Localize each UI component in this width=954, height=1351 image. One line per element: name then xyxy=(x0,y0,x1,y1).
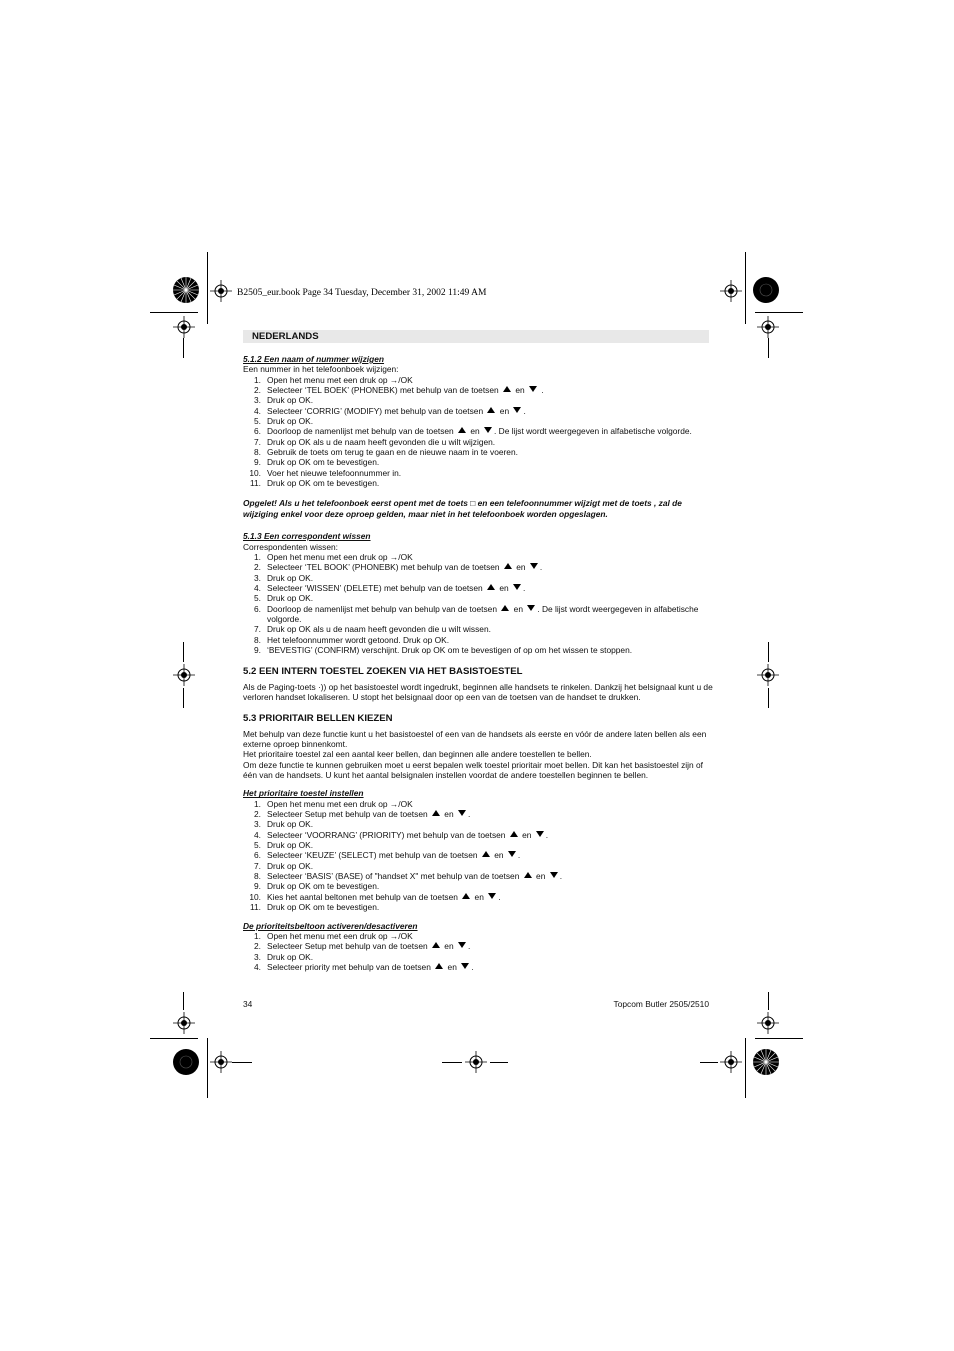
step-text: Kies het aantal beltonen met behulp van de toetsen en . xyxy=(267,891,501,902)
step-number: 2. xyxy=(254,941,261,952)
step-text: Druk op OK. xyxy=(267,819,314,830)
crop-line xyxy=(745,252,746,324)
step-text: Selecteer ‘VOORRANG’ (PRIORITY) met behulp van de toetsen en . xyxy=(267,829,549,840)
list-item xyxy=(243,562,713,572)
registration-mark-icon xyxy=(757,316,779,338)
step-text: Druk op OK om te bevestigen. xyxy=(267,478,380,489)
step-number: 7. xyxy=(254,436,261,447)
language-label: NEDERLANDS xyxy=(252,331,319,342)
priority-setup-title: Het prioritaire toestel instellen xyxy=(243,788,364,799)
step-number: 3. xyxy=(254,572,261,583)
registration-mark-icon xyxy=(173,664,195,686)
step-number: 8. xyxy=(254,447,261,458)
list-item xyxy=(243,941,713,951)
list-item xyxy=(243,645,713,655)
section-5-1-2-title: 5.1.2 Een naam of nummer wijzigen xyxy=(243,354,385,364)
registration-mark-icon xyxy=(720,280,742,302)
sunburst-mark-icon xyxy=(172,1048,200,1076)
arrow-down-icon xyxy=(488,893,496,899)
list-item xyxy=(243,395,713,405)
arrow-up-icon xyxy=(487,407,495,413)
arrow-down-icon xyxy=(529,386,537,392)
registration-mark-icon xyxy=(757,1012,779,1034)
step-number: 1. xyxy=(254,374,261,385)
list-item xyxy=(243,931,713,941)
step-number: 3. xyxy=(254,395,261,406)
registration-mark-icon xyxy=(210,1051,232,1073)
step-number: 1. xyxy=(254,551,261,562)
sunburst-mark-icon xyxy=(752,1048,780,1076)
step-text: Druk op OK als u de naam heeft gevonden die u wilt wijzigen. xyxy=(267,436,496,447)
arrow-down-icon xyxy=(550,872,558,878)
crop-line xyxy=(768,688,769,708)
step-text: Open het menu met een druk op →/OK xyxy=(267,374,413,385)
section-5-3-paragraph: Het prioritaire toestel zal een aantal keer bellen, dan beginnen alle andere toestellen te bellen. xyxy=(243,749,592,760)
list-item xyxy=(243,881,713,891)
list-item xyxy=(243,952,713,962)
step-number: 8. xyxy=(254,634,261,645)
arrow-up-icon xyxy=(503,386,511,392)
list-item xyxy=(243,902,713,912)
list-item xyxy=(243,861,713,871)
section-5-3-paragraph: Om deze functie te kunnen gebruiken moet u eerst bepalen welk toestel prioritair moet bellen. Dit kan het basistoestel zijn of één van de handsets. U kunt het aantal belsignalen instellen voordat de andere toestellen beginnen te bellen. xyxy=(243,759,703,781)
step-number: 11. xyxy=(249,478,261,489)
arrow-down-icon xyxy=(461,963,469,969)
arrow-up-icon xyxy=(504,563,512,569)
sunburst-mark-icon xyxy=(172,276,200,304)
arrow-down-icon xyxy=(513,584,521,590)
step-number: 10. xyxy=(249,467,261,478)
step-text: ‘BEVESTIG’ (CONFIRM) verschijnt. Druk op OK om te bevestigen of op om het wissen te stoppen. xyxy=(267,644,633,655)
step-number: 7. xyxy=(254,624,261,635)
step-text: Selecteer Setup met behulp van de toetsen en . xyxy=(267,941,471,952)
registration-mark-icon xyxy=(173,316,195,338)
list-item xyxy=(243,871,713,881)
step-text: Voer het nieuwe telefoonnummer in. xyxy=(267,467,402,478)
step-text: Selecteer priority met behulp van de toetsen en . xyxy=(267,961,474,972)
crop-line xyxy=(183,992,184,1010)
list-item xyxy=(243,624,713,634)
crop-line xyxy=(490,1062,508,1063)
crop-line xyxy=(745,1038,746,1098)
list-item xyxy=(243,799,713,809)
list-item xyxy=(243,850,713,860)
arrow-down-icon xyxy=(530,563,538,569)
list-item xyxy=(243,552,713,562)
arrow-up-icon xyxy=(482,851,490,857)
list-item xyxy=(243,892,713,902)
list-item xyxy=(243,406,713,416)
list-item xyxy=(243,635,713,645)
step-number: 3. xyxy=(254,819,261,830)
step-number: 9. xyxy=(254,457,261,468)
registration-mark-icon xyxy=(465,1051,487,1073)
priority-ringtone-title: De prioriteitsbeltoon activeren/desactiveren xyxy=(243,920,418,931)
priority-setup-steps xyxy=(243,799,713,913)
arrow-down-icon xyxy=(458,942,466,948)
arrow-down-icon xyxy=(508,851,516,857)
arrow-up-icon xyxy=(501,605,509,611)
step-text: Selecteer ‘TEL BOOK’ (PHONEBK) met behulp van de toetsen en . xyxy=(267,562,543,573)
crop-line xyxy=(755,1038,803,1039)
arrow-up-icon xyxy=(524,872,532,878)
step-number: 5. xyxy=(254,416,261,427)
arrow-up-icon xyxy=(432,942,440,948)
step-text: Open het menu met een druk op →/OK xyxy=(267,551,413,562)
section-5-1-3-title: 5.1.3 Een correspondent wissen xyxy=(243,531,371,542)
registration-mark-icon xyxy=(720,1051,742,1073)
crop-line xyxy=(768,338,769,358)
arrow-up-icon xyxy=(462,893,470,899)
step-number: 4. xyxy=(254,829,261,840)
list-item xyxy=(243,809,713,819)
crop-line xyxy=(207,1038,208,1098)
crop-line xyxy=(183,642,184,662)
step-text: Druk op OK. xyxy=(267,395,314,406)
step-text: Druk op OK. xyxy=(267,416,314,427)
sunburst-mark-icon xyxy=(752,276,780,304)
step-number: 9. xyxy=(254,644,261,655)
section-5-1-2-steps xyxy=(243,375,713,489)
step-text: Selecteer ‘KEUZE’ (SELECT) met behulp van de toetsen en . xyxy=(267,850,521,861)
arrow-down-icon xyxy=(484,427,492,433)
step-number: 3. xyxy=(254,951,261,962)
priority-ringtone-steps xyxy=(243,931,713,972)
step-text: Druk op OK. xyxy=(267,572,314,583)
list-item xyxy=(243,583,713,593)
step-number: 9. xyxy=(254,881,261,892)
step-text: Selecteer ‘TEL BOEK’ (PHONEBK) met behulp van de toetsen en . xyxy=(267,385,544,396)
step-number: 2. xyxy=(254,809,261,820)
warning-note: Opgelet! Als u het telefoonboek eerst opent met de toets □ en een telefoonnummer wijzigt met de toets , zal de wijziging enkel voor deze oproep gelden, maar niet in het telefoonboek worden opgeslagen. xyxy=(243,498,682,519)
crop-line xyxy=(755,312,803,313)
list-item xyxy=(243,830,713,840)
step-number: 4. xyxy=(254,405,261,416)
section-5-2-heading: 5.2 EEN INTERN TOESTEL ZOEKEN VIA HET BASISTOESTEL xyxy=(243,666,523,678)
step-text: Gebruik de toets om terug te gaan en de nieuwe naam in te voeren. xyxy=(267,447,518,458)
crop-line xyxy=(442,1062,462,1063)
list-item xyxy=(243,573,713,583)
crop-line xyxy=(207,252,208,324)
step-number: 11. xyxy=(249,902,261,913)
step-text: Doorloop de namenlijst met behulp van behulp van de toetsen en . De lijst wordt weergegeven in alfabetische volgorde. xyxy=(267,603,699,624)
list-item xyxy=(243,426,713,436)
crop-line xyxy=(700,1062,718,1063)
step-text: Doorloop de namenlijst met behulp van de toetsen en . De lijst wordt weergegeven in alfabetische volgorde. xyxy=(267,426,692,437)
step-text: Druk op OK als u de naam heeft gevonden die u wilt wissen. xyxy=(267,624,491,635)
step-number: 6. xyxy=(254,603,261,614)
step-text: Druk op OK. xyxy=(267,951,314,962)
step-text: Druk op OK. xyxy=(267,593,314,604)
step-text: Het telefoonnummer wordt getoond. Druk op OK. xyxy=(267,634,450,645)
section-5-1-2-intro: Een nummer in het telefoonboek wijzigen: xyxy=(243,364,399,375)
step-number: 5. xyxy=(254,593,261,604)
section-5-3-paragraph: Met behulp van deze functie kunt u het basistoestel of een van de handsets als eerste en vóór de andere laten bellen als een externe oproep binnenkomt. xyxy=(243,728,707,749)
list-item xyxy=(243,478,713,488)
step-number: 2. xyxy=(254,562,261,573)
step-number: 5. xyxy=(254,840,261,851)
arrow-down-icon xyxy=(458,810,466,816)
crop-line xyxy=(768,642,769,662)
step-number: 4. xyxy=(254,961,261,972)
step-number: 2. xyxy=(254,385,261,396)
crop-line xyxy=(150,1038,198,1039)
step-text: Selecteer Setup met behulp van de toetsen en . xyxy=(267,809,471,820)
section-5-1-3-steps xyxy=(243,552,713,655)
step-text: Druk op OK om te bevestigen. xyxy=(267,902,380,913)
registration-mark-icon xyxy=(210,280,232,302)
page-content xyxy=(243,352,713,972)
step-number: 1. xyxy=(254,930,261,941)
list-item xyxy=(243,593,713,603)
arrow-up-icon xyxy=(510,831,518,837)
arrow-up-icon xyxy=(432,810,440,816)
section-5-1-3-intro: Correspondenten wissen: xyxy=(243,541,338,552)
step-number: 10. xyxy=(249,891,261,902)
crop-line xyxy=(232,1062,252,1063)
registration-mark-icon xyxy=(757,664,779,686)
arrow-down-icon xyxy=(513,407,521,413)
step-number: 6. xyxy=(254,426,261,437)
step-text: Selecteer ‘BASIS’ (BASE) of "handset X" met behulp van de toetsen en . xyxy=(267,871,563,882)
list-item xyxy=(243,437,713,447)
list-item xyxy=(243,457,713,467)
step-text: Druk op OK. xyxy=(267,840,314,851)
crop-line xyxy=(768,992,769,1010)
page-number: 34 xyxy=(243,999,253,1009)
list-item xyxy=(243,447,713,457)
crop-line xyxy=(183,688,184,708)
list-item xyxy=(243,840,713,850)
step-text: Druk op OK om te bevestigen. xyxy=(267,881,380,892)
step-text: Open het menu met een druk op →/OK xyxy=(267,798,413,809)
list-item xyxy=(243,468,713,478)
list-item xyxy=(243,604,713,625)
list-item xyxy=(243,962,713,972)
crop-line xyxy=(150,312,198,313)
step-text: Open het menu met een druk op →/OK xyxy=(267,930,413,941)
registration-mark-icon xyxy=(173,1012,195,1034)
product-name: Topcom Butler 2505/2510 xyxy=(613,999,709,1009)
step-number: 4. xyxy=(254,582,261,593)
step-text: Druk op OK. xyxy=(267,860,314,871)
list-item xyxy=(243,385,713,395)
step-text: Selecteer ‘WISSEN’ (DELETE) met behulp van de toetsen en . xyxy=(267,582,526,593)
arrow-down-icon xyxy=(536,831,544,837)
arrow-down-icon xyxy=(527,605,535,611)
step-number: 1. xyxy=(254,798,261,809)
step-number: 6. xyxy=(254,850,261,861)
crop-line xyxy=(183,338,184,358)
step-text: Druk op OK om te bevestigen. xyxy=(267,457,380,468)
list-item xyxy=(243,819,713,829)
step-number: 8. xyxy=(254,871,261,882)
arrow-up-icon xyxy=(458,427,466,433)
section-5-2-body: Als de Paging-toets ·)) op het basistoestel wordt ingedrukt, beginnen alle handsets te rinkelen. Dankzij het belsignaal kunt u de verloren handset lokaliseren. U stopt het belsignaal door op een van de toetsen van de handset te drukken. xyxy=(243,681,713,702)
print-info-line: B2505_eur.book Page 34 Tuesday, December 31, 2002 11:49 AM xyxy=(237,288,487,298)
list-item xyxy=(243,375,713,385)
step-text: Selecteer ‘CORRIG’ (MODIFY) met behulp van de toetsen en . xyxy=(267,405,526,416)
step-number: 7. xyxy=(254,860,261,871)
list-item xyxy=(243,416,713,426)
arrow-up-icon xyxy=(487,584,495,590)
section-5-3-heading: 5.3 PRIORITAIR BELLEN KIEZEN xyxy=(243,713,393,725)
arrow-up-icon xyxy=(435,963,443,969)
